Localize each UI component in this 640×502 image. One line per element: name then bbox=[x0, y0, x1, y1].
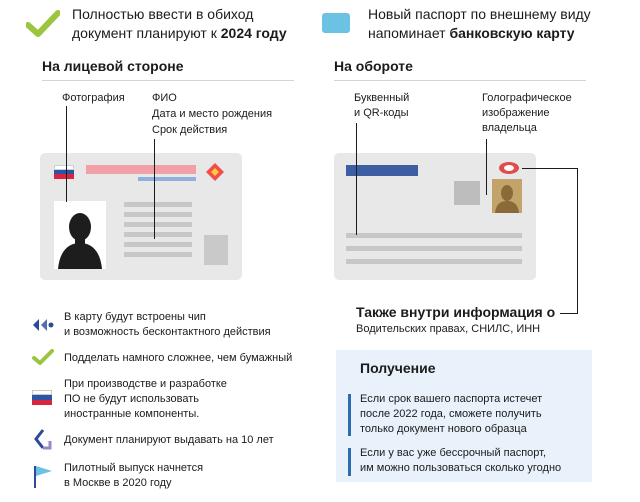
label-codes bbox=[354, 91, 409, 121]
receipt-item1-line-1: Если срок вашего паспорта истечет bbox=[360, 393, 543, 405]
back-heading: На обороте bbox=[334, 58, 413, 74]
russian-flag-icon bbox=[54, 165, 74, 179]
person-photo-icon bbox=[54, 201, 106, 269]
front-text-line bbox=[124, 232, 192, 237]
hologram-photo bbox=[492, 179, 522, 213]
top-right-prefix: напоминает bbox=[368, 25, 450, 41]
label-codes-line-2: и QR-коды bbox=[354, 107, 409, 119]
back-heading-underline bbox=[334, 80, 586, 81]
receipt-item1-bar bbox=[348, 394, 351, 436]
feature-production-line-3: иностранные компоненты. bbox=[64, 408, 200, 420]
feature-production-line-1: При производстве и разработке bbox=[64, 378, 227, 390]
receipt-item2-bar bbox=[348, 448, 351, 476]
front-text-line bbox=[124, 252, 192, 257]
also-inside-title: Также внутри информация о bbox=[356, 304, 556, 320]
chip-bracket-vertical bbox=[577, 168, 578, 314]
receipt-item2-line-1: Если у вас уже бессрочный паспорт, bbox=[360, 447, 547, 459]
also-inside-subtitle: Водительских правах, СНИЛС, ИНН bbox=[356, 323, 541, 335]
top-right-text bbox=[368, 5, 628, 43]
feature-pilot bbox=[64, 461, 203, 491]
back-text-line bbox=[346, 246, 522, 251]
feature-chip bbox=[64, 310, 271, 340]
receipt-item2-line-2: им можно пользоваться сколько угодно bbox=[360, 462, 562, 474]
feature-chip-line-1: В карту будут встроены чип bbox=[64, 311, 206, 323]
label-holo-line-1: Голографическое bbox=[482, 92, 572, 104]
top-right-bold: банковскую карту bbox=[449, 25, 575, 41]
label-fio: ФИО bbox=[152, 92, 177, 104]
qr-code-block bbox=[454, 181, 480, 205]
back-text-line bbox=[346, 233, 522, 238]
feature-chip-line-2: и возможность бесконтактного действия bbox=[64, 326, 271, 338]
label-birth: Дата и место рождения bbox=[152, 108, 273, 120]
front-red-stripe bbox=[86, 165, 196, 174]
receipt-item-2 bbox=[360, 446, 561, 476]
feature-pilot-line-1: Пилотный выпуск начнется bbox=[64, 462, 204, 474]
hologram-leader-line bbox=[486, 139, 487, 195]
feature-pilot-line-2: в Москве в 2020 году bbox=[64, 477, 172, 489]
data-leader-line bbox=[154, 139, 155, 239]
top-left-prefix: документ планируют к bbox=[72, 25, 221, 41]
receipt-item1-line-2: после 2022 года, сможете получить bbox=[360, 408, 542, 420]
chip-bracket-top bbox=[522, 168, 578, 169]
flag-icon bbox=[32, 390, 52, 405]
top-left-text bbox=[72, 5, 312, 43]
card-shape-icon bbox=[322, 13, 350, 33]
feature-duration: Документ планируют выдавать на 10 лет bbox=[64, 434, 274, 446]
front-small-photo bbox=[204, 235, 228, 265]
top-right-line-1: Новый паспорт по внешнему виду bbox=[368, 6, 591, 22]
chip-bracket-bottom bbox=[560, 313, 578, 314]
front-blue-stripe bbox=[138, 177, 196, 181]
front-text-line bbox=[124, 222, 192, 227]
back-card bbox=[334, 153, 536, 280]
label-validity: Срок действия bbox=[152, 124, 228, 136]
checkmark-icon bbox=[32, 348, 54, 366]
pennant-icon bbox=[32, 464, 54, 488]
chip-icon bbox=[30, 314, 54, 336]
photo-leader-line bbox=[66, 106, 67, 202]
green-check-icon bbox=[26, 10, 60, 38]
label-hologram bbox=[482, 91, 572, 136]
front-card bbox=[40, 153, 242, 280]
receipt-item1-line-3: только документ нового образца bbox=[360, 423, 527, 435]
label-photo: Фотография bbox=[62, 92, 125, 104]
back-text-line bbox=[346, 259, 522, 264]
front-heading-underline bbox=[42, 80, 294, 81]
top-left-line-2 bbox=[72, 24, 312, 43]
receipt-title: Получение bbox=[360, 360, 436, 376]
receipt-item-1 bbox=[360, 392, 542, 437]
front-text-line bbox=[124, 202, 192, 207]
label-codes-line-1: Буквенный bbox=[354, 92, 410, 104]
emblem-icon bbox=[206, 163, 224, 181]
top-left-line-1: Полностью ввести в обиход bbox=[72, 6, 254, 22]
front-heading: На лицевой стороне bbox=[42, 58, 184, 74]
hologram-emblem-icon bbox=[496, 161, 522, 175]
top-left-bold: 2024 году bbox=[220, 25, 287, 41]
receipt-panel bbox=[336, 350, 592, 482]
feature-production bbox=[64, 377, 227, 422]
top-right-line-2 bbox=[368, 24, 628, 43]
codes-leader-line bbox=[356, 123, 357, 235]
refresh-icon bbox=[32, 428, 54, 450]
label-holo-line-2: изображение bbox=[482, 107, 550, 119]
front-text-line bbox=[124, 212, 192, 217]
feature-forgery: Подделать намного сложнее, чем бумажный bbox=[64, 352, 293, 364]
front-text-line bbox=[124, 242, 192, 247]
label-holo-line-3: владельца bbox=[482, 122, 537, 134]
feature-production-line-2: ПО не будут использовать bbox=[64, 393, 200, 405]
